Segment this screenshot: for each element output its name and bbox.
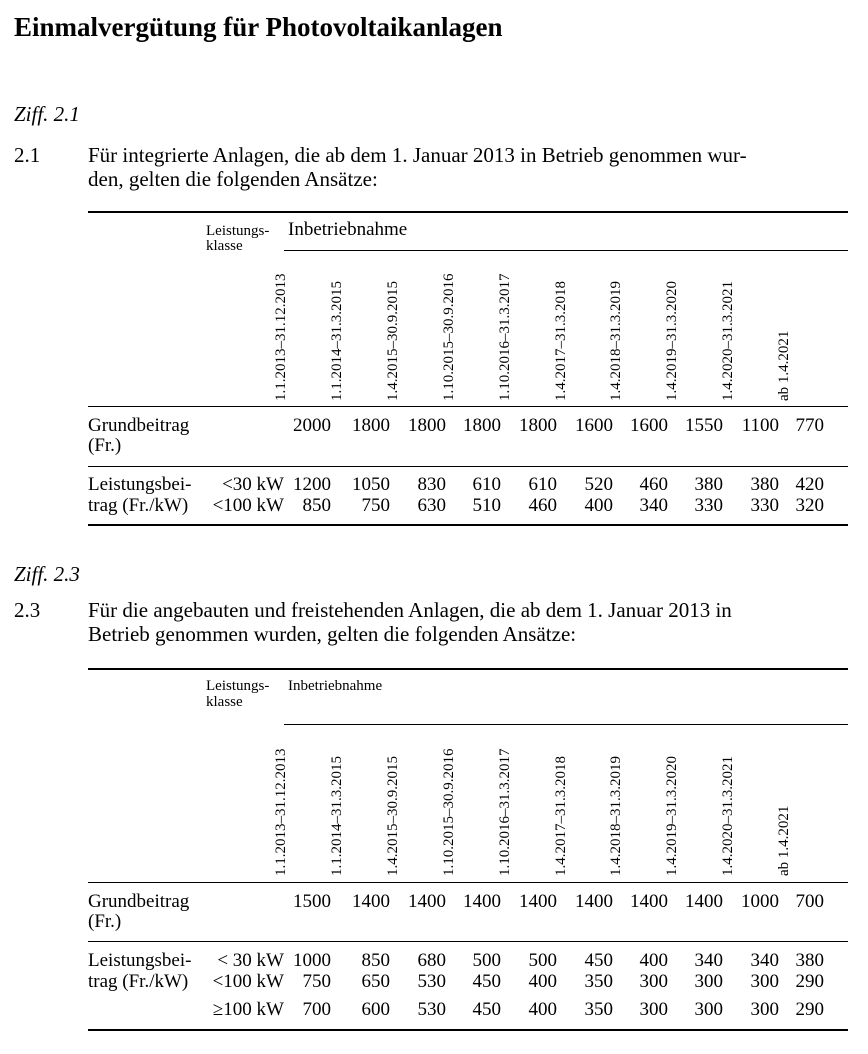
class-label: < 30 kW xyxy=(217,950,284,971)
section-number: 2.3 xyxy=(14,598,41,622)
table-cell: 1500 xyxy=(293,891,331,912)
period-label-text: 1.4.2020–31.3.2021 xyxy=(720,756,736,876)
table-cell: 1400 xyxy=(352,891,390,912)
table-cell: 1400 xyxy=(685,891,723,912)
table-cell: 1800 xyxy=(463,415,501,436)
table-cell: 1400 xyxy=(575,891,613,912)
table-cell: 510 xyxy=(472,495,501,516)
table-cell: 300 xyxy=(694,971,723,992)
period-label-text: 1.1.2013–31.12.2013 xyxy=(273,273,289,401)
table-cell: 1600 xyxy=(575,415,613,436)
table-cell: 1800 xyxy=(519,415,557,436)
table-top-rule xyxy=(88,668,848,670)
row-label: trag (Fr./kW) xyxy=(88,971,189,992)
table-cell: 680 xyxy=(417,950,446,971)
table-cell: 1050 xyxy=(352,474,390,495)
row-label: Grundbeitrag xyxy=(88,891,190,912)
period-label-text: 1.4.2019–31.3.2020 xyxy=(664,756,680,876)
section-ziff-label: Ziff. 2.1 xyxy=(14,102,80,126)
section-number: 2.1 xyxy=(14,143,41,167)
table-cell: 290 xyxy=(795,999,824,1020)
table-cell: 850 xyxy=(361,950,390,971)
table-cell: 610 xyxy=(528,474,557,495)
row-separator-rule xyxy=(88,941,848,942)
table-bottom-rule xyxy=(88,524,848,526)
table-cell: 460 xyxy=(528,495,557,516)
table-cell: 1400 xyxy=(463,891,501,912)
period-header: Inbetriebnahme xyxy=(288,678,383,694)
table-cell: 770 xyxy=(795,415,824,436)
class-label: <100 kW xyxy=(212,971,284,992)
row-label: Leistungsbei- xyxy=(88,950,192,971)
table-cell: 700 xyxy=(302,999,331,1020)
row-label: trag (Fr./kW) xyxy=(88,495,189,516)
period-label-text: 1.4.2018–31.3.2019 xyxy=(608,281,624,401)
table-cell: 500 xyxy=(472,950,501,971)
period-header: Inbetriebnahme xyxy=(288,219,408,240)
period-label-text: ab 1.4.2021 xyxy=(776,330,792,401)
class-label: <100 kW xyxy=(212,495,284,516)
class-label: <30 kW xyxy=(222,474,284,495)
table-cell: 460 xyxy=(639,474,668,495)
row-separator-rule xyxy=(88,466,848,467)
table-cell: 1400 xyxy=(519,891,557,912)
class-header: klasse xyxy=(206,694,243,710)
table-cell: 830 xyxy=(417,474,446,495)
table-cell: 1800 xyxy=(408,415,446,436)
table-cell: 530 xyxy=(417,971,446,992)
table-cell: 400 xyxy=(528,999,557,1020)
table-cell: 330 xyxy=(750,495,779,516)
period-label-text: 1.10.2015–30.9.2016 xyxy=(441,273,457,401)
period-label-text: 1.1.2013–31.12.2013 xyxy=(273,748,289,876)
period-label-text: 1.4.2017–31.3.2018 xyxy=(553,281,569,401)
header-bottom-rule xyxy=(88,406,848,407)
table-cell: 1550 xyxy=(685,415,723,436)
table-cell: 2000 xyxy=(293,415,331,436)
table-cell: 350 xyxy=(584,971,613,992)
period-header-rule xyxy=(284,250,848,251)
period-label-text: 1.10.2015–30.9.2016 xyxy=(441,748,457,876)
section-text-line: den, gelten die folgenden Ansätze: xyxy=(88,167,378,191)
table-cell: 750 xyxy=(302,971,331,992)
table-cell: 1000 xyxy=(293,950,331,971)
period-label-text: 1.1.2014–31.3.2015 xyxy=(329,756,345,876)
class-label: ≥100 kW xyxy=(212,999,284,1020)
period-label-text: 1.10.2016–31.3.2017 xyxy=(497,748,513,876)
period-label-text: 1.10.2016–31.3.2017 xyxy=(497,273,513,401)
table-cell: 600 xyxy=(361,999,390,1020)
period-label-text: 1.1.2014–31.3.2015 xyxy=(329,281,345,401)
period-label-text: 1.4.2015–30.9.2015 xyxy=(385,281,401,401)
table-cell: 340 xyxy=(694,950,723,971)
table-cell: 1400 xyxy=(408,891,446,912)
class-header: klasse xyxy=(206,238,243,254)
table-cell: 1000 xyxy=(741,891,779,912)
table-bottom-rule xyxy=(88,1029,848,1031)
table-cell: 500 xyxy=(528,950,557,971)
table-cell: 1400 xyxy=(630,891,668,912)
period-label-text: ab 1.4.2021 xyxy=(776,805,792,876)
table-cell: 350 xyxy=(584,999,613,1020)
table-cell: 300 xyxy=(750,971,779,992)
table-cell: 1600 xyxy=(630,415,668,436)
table-cell: 420 xyxy=(795,474,824,495)
table-cell: 530 xyxy=(417,999,446,1020)
period-label-text: 1.4.2015–30.9.2015 xyxy=(385,756,401,876)
period-label-text: 1.4.2020–31.3.2021 xyxy=(720,281,736,401)
table-cell: 450 xyxy=(472,971,501,992)
section-text-line: Für die angebauten und freistehenden Anlagen, die ab dem 1. Januar 2013 in xyxy=(88,598,732,622)
page-title: Einmalvergütung für Photovoltaikanlagen xyxy=(14,12,503,42)
table-cell: 520 xyxy=(584,474,613,495)
table-cell: 700 xyxy=(795,891,824,912)
table-top-rule xyxy=(88,211,848,213)
table-cell: 300 xyxy=(694,999,723,1020)
table-cell: 1800 xyxy=(352,415,390,436)
row-label: Grundbeitrag xyxy=(88,415,190,436)
table-cell: 340 xyxy=(639,495,668,516)
class-header: Leistungs- xyxy=(206,678,270,694)
table-cell: 380 xyxy=(694,474,723,495)
period-label-text: 1.4.2019–31.3.2020 xyxy=(664,281,680,401)
section-text-line: Betrieb genommen wurden, gelten die folgenden Ansätze: xyxy=(88,622,577,646)
table-cell: 300 xyxy=(639,999,668,1020)
row-label: Leistungsbei- xyxy=(88,474,192,495)
row-label: (Fr.) xyxy=(88,911,122,932)
period-label-text: 1.4.2017–31.3.2018 xyxy=(553,756,569,876)
table-cell: 1200 xyxy=(293,474,331,495)
table-cell: 450 xyxy=(472,999,501,1020)
table-cell: 610 xyxy=(472,474,501,495)
table-cell: 400 xyxy=(528,971,557,992)
table-cell: 330 xyxy=(694,495,723,516)
table-cell: 400 xyxy=(639,950,668,971)
table-cell: 340 xyxy=(750,950,779,971)
table-cell: 400 xyxy=(584,495,613,516)
table-cell: 380 xyxy=(750,474,779,495)
class-header: Leistungs- xyxy=(206,223,270,239)
table-cell: 300 xyxy=(639,971,668,992)
table-cell: 450 xyxy=(584,950,613,971)
table-cell: 850 xyxy=(302,495,331,516)
table-cell: 380 xyxy=(795,950,824,971)
section-text-line: Für integrierte Anlagen, die ab dem 1. Januar 2013 in Betrieb genommen wur- xyxy=(88,143,747,167)
table-cell: 320 xyxy=(795,495,824,516)
table-cell: 750 xyxy=(361,495,390,516)
table-cell: 650 xyxy=(361,971,390,992)
period-header-rule xyxy=(284,724,848,725)
table-cell: 630 xyxy=(417,495,446,516)
period-label-text: 1.4.2018–31.3.2019 xyxy=(608,756,624,876)
section-ziff-label: Ziff. 2.3 xyxy=(14,562,80,586)
table-cell: 290 xyxy=(795,971,824,992)
table-cell: 300 xyxy=(750,999,779,1020)
table-cell: 1100 xyxy=(741,415,779,436)
row-label: (Fr.) xyxy=(88,435,122,456)
header-bottom-rule xyxy=(88,882,848,883)
